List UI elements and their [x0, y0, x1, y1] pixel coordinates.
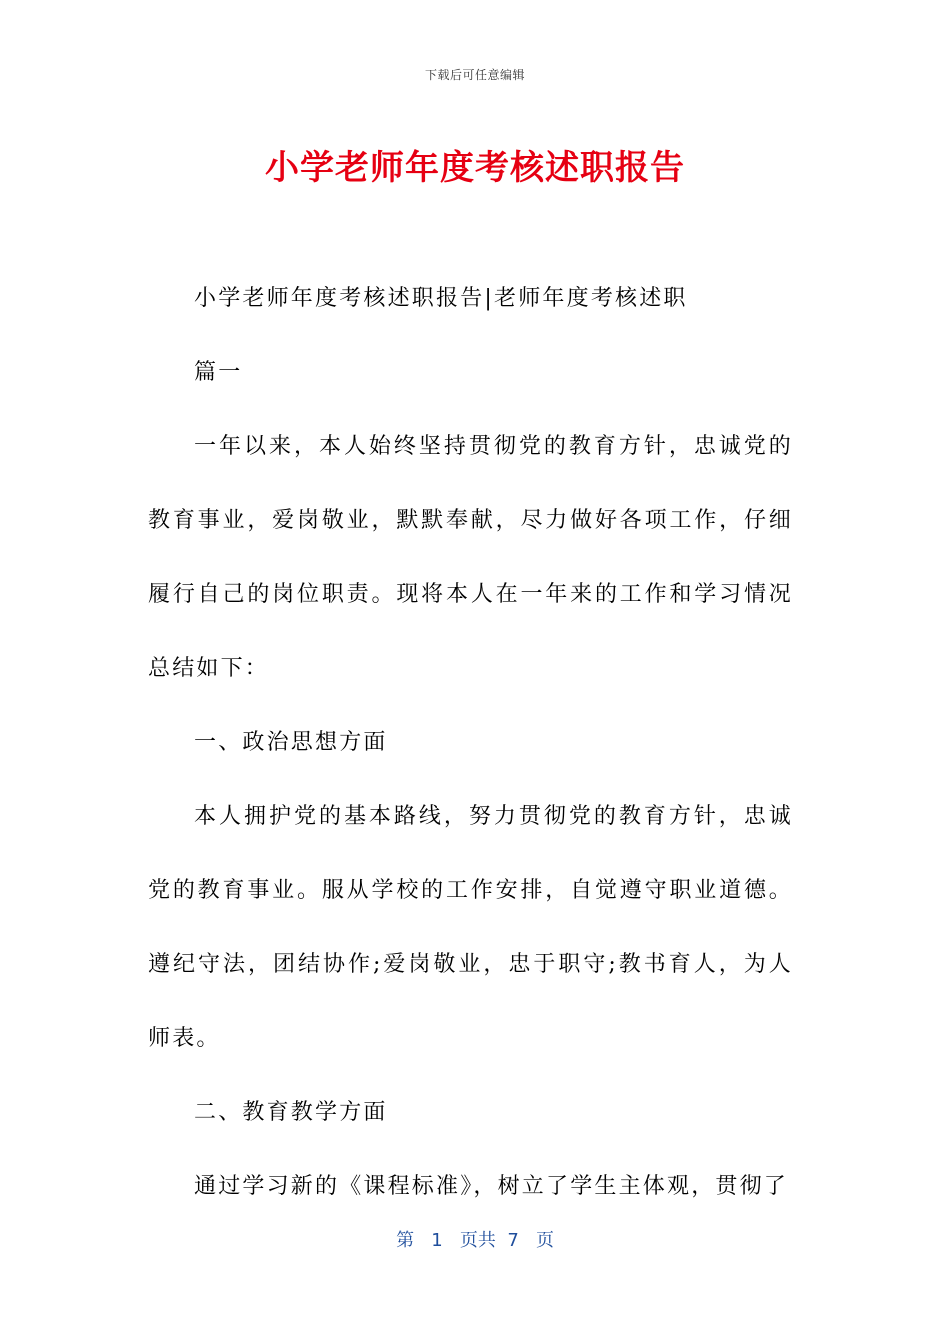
footer-label-end: 页	[535, 1230, 554, 1251]
footer-label-page: 第	[396, 1230, 415, 1251]
document-title: 小学老师年度考核述职报告	[265, 148, 685, 188]
heading-political: 一、政治思想方面	[194, 730, 388, 755]
paragraph-section-label: 篇一	[194, 360, 243, 385]
paragraph-political: 本人拥护党的基本路线，努力贯彻党的教育方针，忠诚党的教育事业。服从学校的工作安排，自觉遵守职业道德。遵纪守法，团结协作;爱岗敬业，忠于职守;教书育人，为人师表。	[148, 804, 793, 1051]
paragraph-intro: 一年以来，本人始终坚持贯彻党的教育方针，忠诚党的教育事业，爱岗敬业，默默奉献，尽力做好各项工作，仔细履行自己的岗位职责。现将本人在一年来的工作和学习情况总结如下：	[148, 434, 793, 681]
paragraph-subtitle: 小学老师年度考核述职报告|老师年度考核述职	[194, 286, 688, 311]
paragraph-teaching: 通过学习新的《课程标准》，树立了学生主体观，贯彻了	[194, 1174, 789, 1199]
header-note: 下载后可任意编辑	[424, 68, 525, 82]
footer-label-total: 页共	[459, 1230, 496, 1251]
page-footer	[0, 1226, 950, 1252]
heading-teaching: 二、教育教学方面	[194, 1100, 388, 1125]
footer-total-pages: 7	[507, 1230, 519, 1251]
document-body	[148, 262, 793, 1224]
footer-current-page: 1	[431, 1230, 443, 1251]
